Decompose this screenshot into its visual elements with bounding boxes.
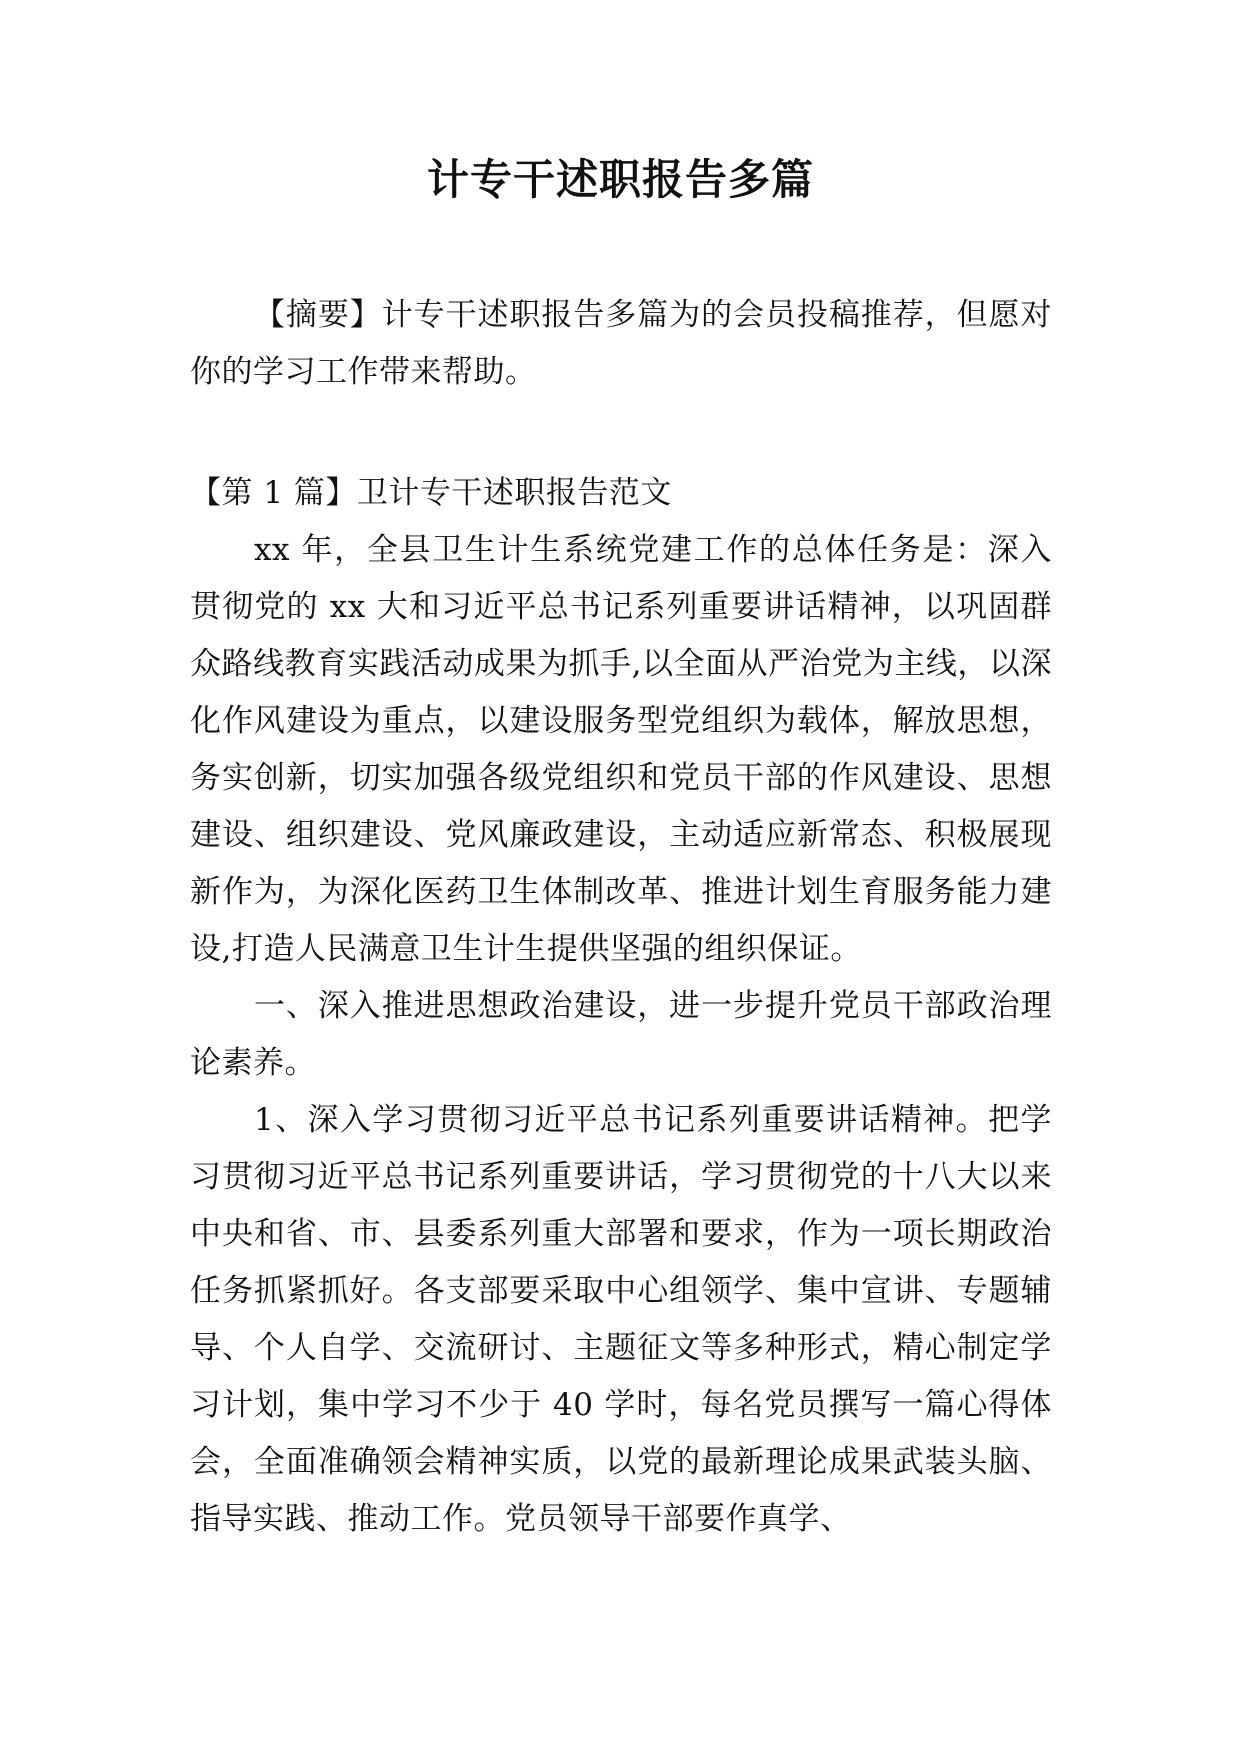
body-paragraph: xx 年，全县卫生计生系统党建工作的总体任务是：深入贯彻党的 xx 大和习近平总书记系列重要讲话精神，以巩固群众路线教育实践活动成果为抓手,以全面从严治党为主线，以深化作风建设为重点，以建设服务型党组织为载体，解放思想，务实创新，切实加强各级党组织和党员干部的作风建设、思想建设、组织建设、党风廉政建设，主动适应新常态、积极展现新作为，为深化医药卫生体制改革、推进计划生育服务能力建设,打造人民满意卫生计生提供坚强的组织保证。 bbox=[190, 532, 1052, 967]
body-paragraph: 一、深入推进思想政治建设，进一步提升党员干部政治理论素养。 bbox=[190, 988, 1052, 1081]
section-heading: 【第 1 篇】卫计专干述职报告范文 bbox=[190, 475, 672, 511]
document-title: 计专干述职报告多篇 bbox=[426, 155, 814, 204]
abstract-paragraph: 【摘要】计专干述职报告多篇为的会员投稿推荐，但愿对你的学习工作带来帮助。 bbox=[190, 297, 1052, 390]
body-paragraph: 1、深入学习贯彻习近平总书记系列重要讲话精神。把学习贯彻习近平总书记系列重要讲话，学习贯彻党的十八大以来中央和省、市、县委系列重大部署和要求，作为一项长期政治任务抓紧抓好。各支部要采取中心组领学、集中宣讲、专题辅导、个人自学、交流研讨、主题征文等多种形式，精心制定学习计划，集中学习不少于 40 学时，每名党员撰写一篇心得体会，全面准确领会精神实质，以党的最新理论成果武装头脑、指导实践、推动工作。党员领导干部要作真学、 bbox=[190, 1102, 1052, 1537]
